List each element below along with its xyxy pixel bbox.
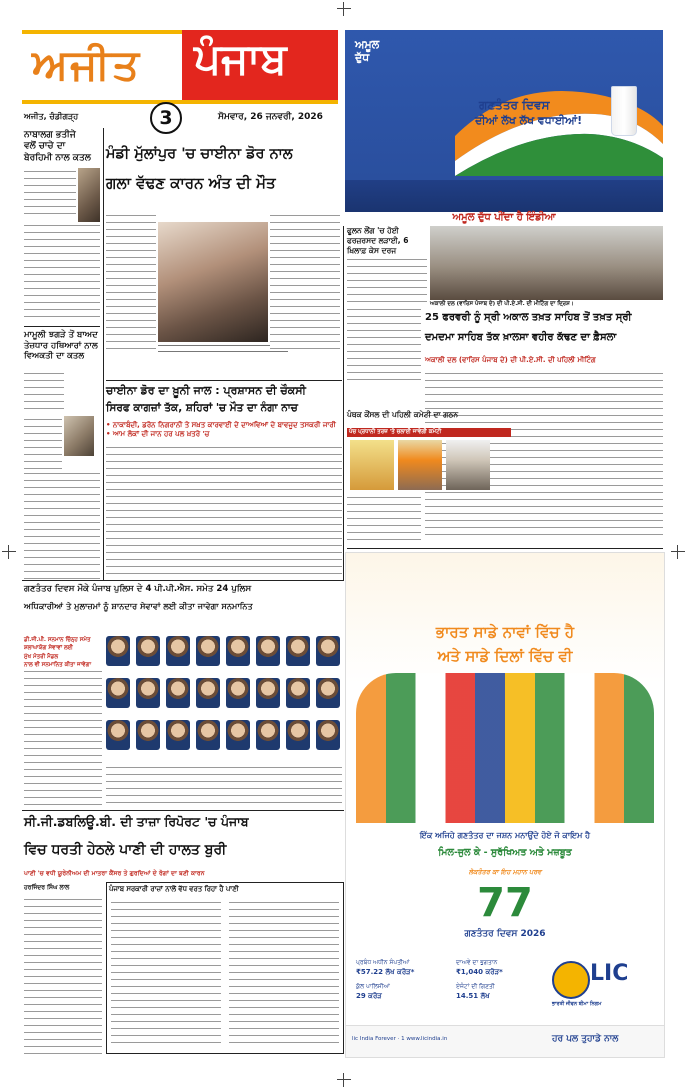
lic-footer-tagline: ਹਰ ਪਲ ਤੁਹਾਡੇ ਨਾਲ: [552, 1034, 619, 1044]
lic-people-illustration: [356, 673, 654, 823]
police-mug: [226, 636, 250, 666]
police-mug: [256, 678, 280, 708]
registration-mark-left: [2, 545, 16, 559]
cgwb-box-headline: ਪੰਜਾਬ ਸਰਕਾਰੀ ਰਾਜ਼ਾਂ ਨਾਲੋਂ ਵੱਧ ਵਰਤ ਰਿਹਾ ਹੈ ਪਾਣੀ: [109, 885, 239, 893]
council-photo-2: [398, 440, 442, 490]
police-mug: [316, 720, 340, 750]
registration-mark-right: [671, 545, 685, 559]
brand-right: ਪੰਜਾਬ: [194, 34, 287, 83]
council-photo-1: [350, 440, 394, 490]
police-mug: [196, 636, 220, 666]
lead-photo: [158, 222, 268, 342]
police-mug: [316, 636, 340, 666]
lead-photo-caption: [158, 343, 288, 353]
council-photo-3: [446, 440, 490, 490]
story1-body: [24, 168, 76, 214]
story2-body-cont: [24, 416, 62, 470]
story1-body-cont: [24, 222, 100, 322]
registration-mark-bottom: [337, 1073, 351, 1087]
police-headline-line1: ਗਣਤੰਤਰ ਦਿਵਸ ਮੌਕੇ ਪੰਜਾਬ ਪੁਲਿਸ ਦੇ 4 ਪੀ.ਪੀ.ਐਸ. ਸਮੇਤ 24 ਪੁਲਿਸ: [24, 584, 252, 594]
cgwb-box-body-1: [111, 899, 221, 1049]
lead-body-col2: [270, 212, 340, 350]
lic-stat1-label: ਪ੍ਰਬੰਧ ਅਧੀਨ ਸੰਪਤੀਆਂ: [356, 959, 410, 966]
lic-logo: [552, 957, 656, 1013]
police-mug: [106, 678, 130, 708]
police-body: [24, 668, 102, 806]
police-top-rule: [22, 580, 344, 581]
amul-greeting-line1: ਗਣਤੰਤਰ ਦਿਵਸ: [479, 98, 550, 112]
lead-headline-line2: ਗਲਾ ਵੱਢਣ ਕਾਰਨ ਅੰਤ ਦੀ ਮੌਤ: [106, 174, 276, 192]
china-dor-headline-line2: ਸਿਰਫ ਕਾਗਜ਼ਾਂ ਤੱਕ, ਸ਼ਹਿਰਾਂ 'ਚ ਮੌਤ ਦਾ ਨੰਗਾ ਨਾਚ: [106, 402, 298, 414]
police-mug: [286, 636, 310, 666]
police-mug: [166, 636, 190, 666]
police-mug: [136, 720, 160, 750]
lic-stats-table: [356, 959, 546, 1019]
lic-badge-arc: ਲੋਕਤੰਤਰ ਕਾ ਇਹ ਮਹਾਨ ਪਰਵ: [468, 868, 542, 876]
edition-label: ਅਜੀਤ, ਚੰਡੀਗੜ੍ਹ: [24, 112, 79, 121]
lic-stat3-value: 29 ਕਰੋੜ: [356, 992, 382, 1000]
police-mug: [316, 678, 340, 708]
amul-ad: [345, 30, 663, 212]
police-mug: [196, 720, 220, 750]
lic-footer-social: lic India Forever · 1 www.licindia.in: [352, 1036, 448, 1042]
police-headline-line2: ਅਧਿਕਾਰੀਆਂ ਤੇ ਮੁਲਾਜ਼ਮਾਂ ਨੂੰ ਸ਼ਾਨਦਾਰ ਸੇਵਾਵਾਂ ਲਈ ਕੀਤਾ ਜਾਵੇਗਾ ਸਨਮਾਨਿਤ: [24, 601, 253, 611]
police-side-note: ਡੀ.ਜੀ.ਪੀ. ਸਨਮਾਨ ਚਿੰਨ੍ਹ ਸਮੇਤ ਸ਼ਲਾਘਾਯੋਗ ਸੇਵਾਵਾਂ ਲਈ ਮੁੱਖ ਮੰਤਰੀ ਮੈਡਲ ਨਾਲ ਵੀ ਸਨਮਾਨਿਤ ਕੀਤਾ ਜਾਵੇਗਾ: [24, 637, 92, 668]
right-short-headline: ਫੂਲਨ ਲੌਂਗ 'ਚ ਹੋਈ ਫਰਜ਼ਰਸਦ ਲੜਾਈ, 6 ਖ਼ਿਲਾਫ਼ ਕੇਸ ਦਰਜ: [347, 226, 409, 255]
masthead: [22, 30, 338, 129]
lic-stat2-value: ₹1,040 ਕਰੋੜ*: [456, 968, 503, 976]
registration-mark-top: [337, 2, 351, 16]
story2-body: [24, 370, 64, 414]
akal-headline-line1: 25 ਫਰਵਰੀ ਨੂੰ ਸ੍ਰੀ ਅਕਾਲ ਤਖ਼ਤ ਸਾਹਿਬ ਤੋਂ ਤਖ਼ਤ ਸ੍ਰੀ: [425, 312, 632, 323]
story1-headline: ਨਾਬਾਲਗ ਭਤੀਜੇ ਵਲੋਂ ਚਾਚੇ ਦਾ ਬੇਰਹਿਮੀ ਨਾਲ ਕਤਲ: [24, 130, 91, 163]
column-rule-1: [103, 128, 104, 580]
police-mug: [256, 720, 280, 750]
masthead-left-panel: [22, 30, 182, 104]
lic-headline-line1: ਭਾਰਤ ਸਾਡੇ ਨਾਵਾਂ ਵਿੱਚ ਹੈ: [435, 623, 575, 641]
council-body: [347, 494, 421, 544]
cgwb-boxed-story: [106, 882, 344, 1054]
right-short-body: [347, 256, 427, 302]
right-bottom-rule: [347, 548, 663, 549]
cgwb-headline-line1: ਸੀ.ਜੀ.ਡਬਲਿਊ.ਬੀ. ਦੀ ਤਾਜ਼ਾ ਰਿਪੋਰਟ 'ਚ ਪੰਜਾਬ: [24, 814, 249, 829]
cgwb-top-rule: [22, 810, 344, 811]
brand-left: ਅਜੀਤ: [32, 40, 142, 89]
lic-stat4-label: ਏਜੰਟਾਂ ਦੀ ਗਿਣਤੀ: [456, 983, 495, 990]
lic-hands-icon: [552, 961, 590, 999]
police-mug: [136, 678, 160, 708]
lic-stat3-label: ਕੁੱਲ ਪਾਲਿਸੀਆਂ: [356, 983, 390, 990]
right-short-body2: [347, 306, 421, 386]
masthead-yellow-bar: [22, 100, 338, 104]
cgwb-headline-line2: ਵਿਚ ਧਰਤੀ ਹੇਠਲੇ ਪਾਣੀ ਦੀ ਹਾਲਤ ਬੁਰੀ: [24, 842, 227, 858]
police-mug: [196, 678, 220, 708]
amul-city-skyline: [345, 180, 663, 212]
masthead-right-panel: [182, 30, 338, 100]
police-photo-grid: [106, 636, 342, 760]
china-dor-subhead: • ਨਾਕਾਬੰਦੀ, ਡਰੋਨ ਨਿਗਰਾਨੀ ਤੇ ਸਖ਼ਤ ਕਾਰਵਾਈ ਦੇ ਦਾਅਵਿਆਂ ਦੇ ਬਾਵਜੂਦ ਤਸਕਰੀ ਜਾਰੀ • ਆਮ ਲੋਕਾਂ ਦੀ ਜਾਨ ਹਰ ਪਲ ਖ਼ਤਰੇ 'ਚ: [106, 421, 336, 439]
lead-body-col1: [106, 212, 156, 350]
column-rule-2: [343, 226, 344, 580]
lic-ad: [345, 552, 665, 1058]
china-dor-body: [106, 444, 342, 574]
left-col-divider: [24, 326, 100, 327]
lic-footer-bar: [346, 1025, 664, 1058]
council-subhead: ਪੰਚ ਪ੍ਰਧਾਨੀ ਤਰਜ਼ 'ਤੇ ਚਲਾਈ ਜਾਵੇਗੀ ਕਮੇਟੀ: [347, 428, 511, 437]
lic-headline-line2: ਅਤੇ ਸਾਡੇ ਦਿਲਾਂ ਵਿੱਚ ਵੀ: [437, 647, 573, 665]
akal-subhead: ਅਕਾਲੀ ਦਲ (ਵਾਰਿਸ ਪੰਜਾਬ ਦੇ) ਦੀ ਪੀ.ਏ.ਸੀ. ਦੀ ਪਹਿਲੀ ਮੀਟਿੰਗ: [425, 356, 596, 364]
amul-slogan: ਅਮੂਲ ਦੁੱਧ ਪੀਂਦਾ ਹੈ ਇੰਡੀਆ: [452, 212, 556, 223]
lic-badge-label: ਗਣਤੰਤਰ ਦਿਵਸ 2026: [464, 929, 546, 939]
milk-glass-icon: [611, 86, 637, 136]
story2-body-cont2: [24, 470, 100, 580]
lic-stat1-value: ₹57.22 ਲੱਖ ਕਰੋੜ*: [356, 968, 415, 976]
story1-photo: [78, 168, 100, 222]
cgwb-subhead: ਪਾਣੀ 'ਚ ਵਧੀ ਯੂਰੇਨੀਅਮ ਦੀ ਮਾਤਰਾ ਕੈਂਸਰ ਤੇ ਗੁਰਦਿਆਂ ਦੇ ਰੋਗਾਂ ਦਾ ਬਣੀ ਕਾਰਨ: [24, 870, 205, 877]
date-label: ਸੋਮਵਾਰ, 26 ਜਨਵਰੀ, 2026: [218, 112, 323, 122]
china-dor-headline-line1: ਚਾਈਨਾ ਡੋਰ ਦਾ ਖ਼ੂਨੀ ਜਾਲ : ਪ੍ਰਸ਼ਾਸਨ ਦੀ ਚੌਕਸੀ: [106, 384, 306, 397]
lic-tagline-line1: ਇੱਕ ਅਜਿਹੇ ਗਣਤੰਤਰ ਦਾ ਜਸ਼ਨ ਮਨਾਉਂਦੇ ਹੋਏ ਜੋ ਕਾਇਮ ਹੈ: [419, 831, 591, 840]
amul-brand: ਅਮੂਲ ਦੁੱਧ: [355, 38, 380, 65]
cgwb-box-body-2: [229, 899, 339, 1049]
amul-greeting-line2: ਦੀਆਂ ਲੱਖ ਲੱਖ ਵਧਾਈਆਂ!: [475, 114, 583, 127]
akal-headline-line2: ਦਮਦਮਾ ਸਾਹਿਬ ਤੱਕ ਖ਼ਾਲਸਾ ਵਹੀਰ ਕੱਢਣ ਦਾ ਫ਼ੈਸਲਾ: [425, 332, 617, 343]
police-mug: [286, 678, 310, 708]
police-mug: [256, 636, 280, 666]
lic-tagline-line2: ਮਿਲ-ਜੁਲ ਕੇ - ਸੁਰੱਖਿਅਤ ਅਤੇ ਮਜ਼ਬੂਤ: [438, 847, 572, 858]
story2-photo: [64, 416, 94, 456]
police-mug: [166, 720, 190, 750]
police-mug: [226, 678, 250, 708]
page-number-circle: 3: [150, 102, 182, 134]
cgwb-byline: ਹਰਜਿੰਦਰ ਸਿੰਘ ਲਾਲ: [24, 884, 70, 891]
police-mug: [226, 720, 250, 750]
right-photo-caption: ਅਕਾਲੀ ਦਲ (ਵਾਰਿਸ ਪੰਜਾਬ ਦੇ) ਦੀ ਪੀ.ਏ.ਸੀ. ਦੀ ਮੀਟਿੰਗ ਦਾ ਦ੍ਰਿਸ਼।: [430, 301, 574, 307]
lic-stat2-label: ਦਾਅਵੇ ਦਾ ਭੁਗਤਾਨ: [456, 959, 498, 966]
lead-headline-line1: ਮੰਡੀ ਮੁੱਲਾਂਪੁਰ 'ਚ ਚਾਈਨਾ ਡੋਰ ਨਾਲ: [106, 146, 293, 162]
cgwb-body: [24, 896, 102, 1056]
lic-badge-number: 77: [477, 880, 533, 926]
police-mug: [106, 636, 130, 666]
lic-logo-text: LIC: [590, 961, 629, 986]
police-mug: [166, 678, 190, 708]
lic-stat4-value: 14.51 ਲੱਖ: [456, 992, 490, 1000]
lead-bottom-rule: [106, 380, 342, 381]
lic-corp-line: ਭਾਰਤੀ ਜੀਵਨ ਬੀਮਾ ਨਿਗਮ: [552, 1001, 602, 1007]
police-mug: [106, 720, 130, 750]
council-headline: ਪੰਥਕ ਕੌਂਸਲ ਦੀ ਪਹਿਲੀ ਕਮੇਟੀ ਦਾ ਗਠਨ: [347, 410, 459, 419]
police-body-cont: [106, 764, 342, 806]
right-meeting-photo: [430, 226, 663, 300]
police-mug: [136, 636, 160, 666]
police-mug: [286, 720, 310, 750]
story2-headline: ਮਾਮੂਲੀ ਝਗੜੇ ਤੋਂ ਬਾਅਦ ਤੇਜ਼ਧਾਰ ਹਥਿਆਰਾਂ ਨਾਲ ਵਿਅਕਤੀ ਦਾ ਕਤਲ: [24, 330, 98, 362]
